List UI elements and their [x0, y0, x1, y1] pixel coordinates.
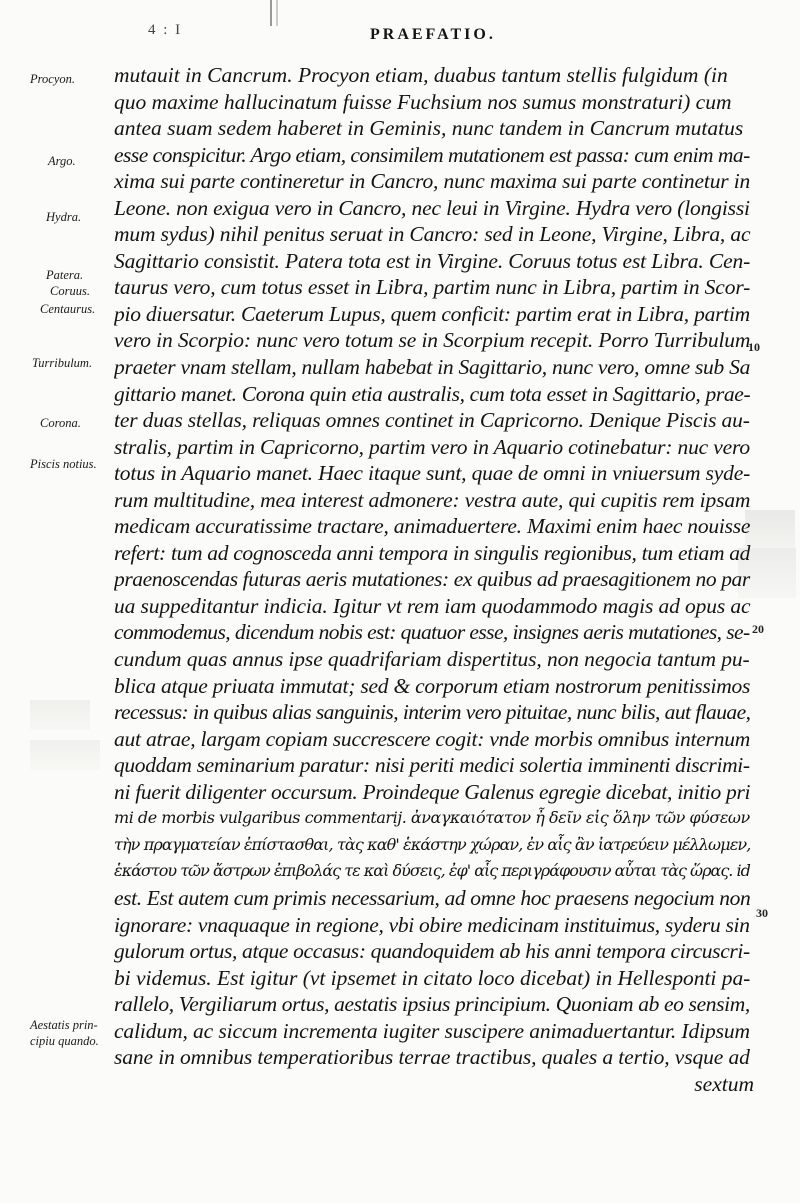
page-title: PRAEFATIO.	[370, 26, 496, 43]
text-line: taurus vero, cum totus esset in Libra, partim nunc in Libra, partim in Scor-	[114, 275, 751, 300]
marginal-note-hydra: Hydra.	[46, 210, 82, 224]
text-line: Leone. non exigua vero in Cancro, nec leui in Virgine. Hydra vero (longissi	[114, 195, 750, 220]
text-line: pio diuersatur. Caeterum Lupus, quem conficit: partim erat in Libra, partim	[114, 301, 750, 326]
text-line: mutauit in Cancrum. Procyon etiam, duabus tantum stellis fulgidum (in	[114, 63, 728, 87]
text-line: praeter vnam stellam, nullam habebat in Sagittario, nunc vero, omne sub Sa	[114, 355, 751, 380]
text-line: ter duas stellas, reliquas omnes continet in Capricorno. Denique Piscis au-	[114, 408, 750, 433]
marginal-note-patera: Patera.	[46, 268, 84, 282]
text-line: xima sui parte contineretur in Cancro, nunc maxima sui parte continetur in	[114, 169, 751, 194]
text-line: mi de morbis vulgaribus commentarij. ἀναγκαιότατον ἦ δεῖν εἰς ὅλην τῶν φύσεων	[114, 808, 750, 828]
text-line: gulorum ortus, atque occasus: quandoquidem ab his anni tempora circuscri-	[114, 939, 750, 964]
text-line: bi videmus. Est igitur (vt ipsemet in citato loco dicebat) in Hellesponti pa-	[114, 965, 751, 990]
marginal-note-aestatis-2: cipiu quando.	[30, 1034, 99, 1048]
text-line: ignorare: vnaquaque in regione, vbi obire medicinam instituimus, syderu sin	[114, 912, 750, 937]
text-line: rum multitudine, mea interest admonere: vestra aute, qui cupitis rem ipsam	[114, 487, 751, 512]
marginal-note-turribulum: Turribulum.	[32, 356, 93, 370]
line-number-30: 30	[756, 906, 768, 920]
text-line: ua suppeditantur indicia. Igitur vt rem iam quodammodo magis ad opus ac	[114, 593, 751, 618]
text-line: rallelo, Vergiliarum ortus, aestatis ipsius principium. Quoniam ab eo sensim,	[114, 992, 750, 1017]
text-line: Sagittario consistit. Patera tota est in Virgine. Coruus totus est Libra. Cen-	[114, 248, 751, 273]
line-number-20: 20	[752, 622, 764, 636]
text-line: ἑκάστου τῶν ἄστρων ἐπιβολάς τε καὶ δύσεις, ἐφ' αἷς περιγράφουσιν αὗται τὰς ὥρας. id	[114, 861, 750, 881]
text-line: recessus: in quibus alias sanguinis, interim vero pituitae, nunc bilis, aut flauae,	[114, 700, 751, 725]
page-number: 4 : I	[148, 22, 183, 38]
text-line: praenoscendas futuras aeris mutationes: ex quibus ad praesagitionem no par	[114, 567, 750, 592]
text-line: gittario manet. Corona quin etia australis, cum tota esset in Sagittario, prae-	[114, 381, 751, 406]
text-line: blica atque priuata immutat; sed & corporum etiam nostrorum penitissimos	[114, 673, 751, 698]
line-number-10: 10	[748, 340, 760, 354]
bleed-through-mark	[30, 700, 90, 730]
text-line: ni fuerit diligenter occursum. Proindeque Galenus egregie dicebat, initio pri	[114, 779, 751, 804]
text-line: mum sydus) nihil penitus seruat in Cancro: sed in Leone, Virgine, Libra, ac	[114, 222, 751, 247]
marginal-note-coruus: Coruus.	[50, 284, 90, 298]
text-line: esse conspicitur. Argo etiam, consimilem mutationem est passa: cum enim ma-	[114, 142, 750, 167]
marginal-note-corona: Corona.	[40, 416, 81, 430]
text-line: est. Est autem cum primis necessarium, ad omne hoc praesens negocium non	[114, 885, 751, 910]
marginal-note-aestatis-1: Aestatis prin-	[30, 1018, 98, 1032]
text-line: refert: tum ad cognosceda anni tempora in singulis regionibus, tum etiam ad	[114, 540, 751, 565]
bleed-through-mark	[30, 740, 100, 770]
text-line: stralis, partim in Capricorno, partim vero in Aquario cotinebatur: nuc vero	[114, 434, 750, 459]
marginal-note-centaurus: Centaurus.	[40, 302, 96, 316]
text-line: sextum	[694, 1071, 754, 1096]
marginal-note-piscis: Piscis notius.	[30, 457, 97, 471]
text-line: quo maxime hallucinatum fuisse Fuchsium nos sumus monstraturi) cum	[114, 89, 732, 114]
text-line: medicam accuratissime tractare, animaduertere. Maximi enim haec nouisse	[114, 514, 751, 539]
text-line: vero in Scorpio: nunc vero totum se in Scorpium recepit. Porro Turribulum	[114, 328, 751, 353]
text-line: totus in Aquario manet. Haec itaque sunt, quae de omni in vniuersum syde-	[114, 461, 751, 486]
text-line: τὴν πραγματείαν ἐπίστασθαι, τὰς καθ' ἑκάστην χώραν, ἐν αἷς ἂν ἰατρεύειν μέλλωμεν,	[114, 834, 751, 854]
text-line: commodemus, dicendum nobis est: quatuor esse, insignes aeris mutationes, se-	[114, 620, 750, 645]
text-line: antea suam sedem haberet in Geminis, nunc tandem in Cancrum mutatus	[114, 116, 744, 141]
marginal-note-argo: Argo.	[48, 154, 76, 168]
text-line: sane in omnibus temperatioribus terrae tractibus, quales a tertio, vsque ad	[114, 1045, 750, 1070]
text-line: cundum quas annus ipse quadrifariam dispertitus, non negocia tantum pu-	[114, 647, 750, 672]
text-line: quoddam seminarium paratur: nisi periti medici solertia imminenti discrimi-	[114, 753, 750, 778]
text-line: aut atrae, largam copiam succrescere cogit: vnde morbis omnibus internum	[114, 726, 751, 751]
marginal-note-procyon: Procyon.	[30, 72, 76, 86]
text-line: calidum, ac siccum incrementa iugiter suscipere animaduertantur. Idipsum	[114, 1018, 750, 1043]
gutter-mark	[270, 0, 278, 26]
body-text	[114, 62, 754, 1097]
